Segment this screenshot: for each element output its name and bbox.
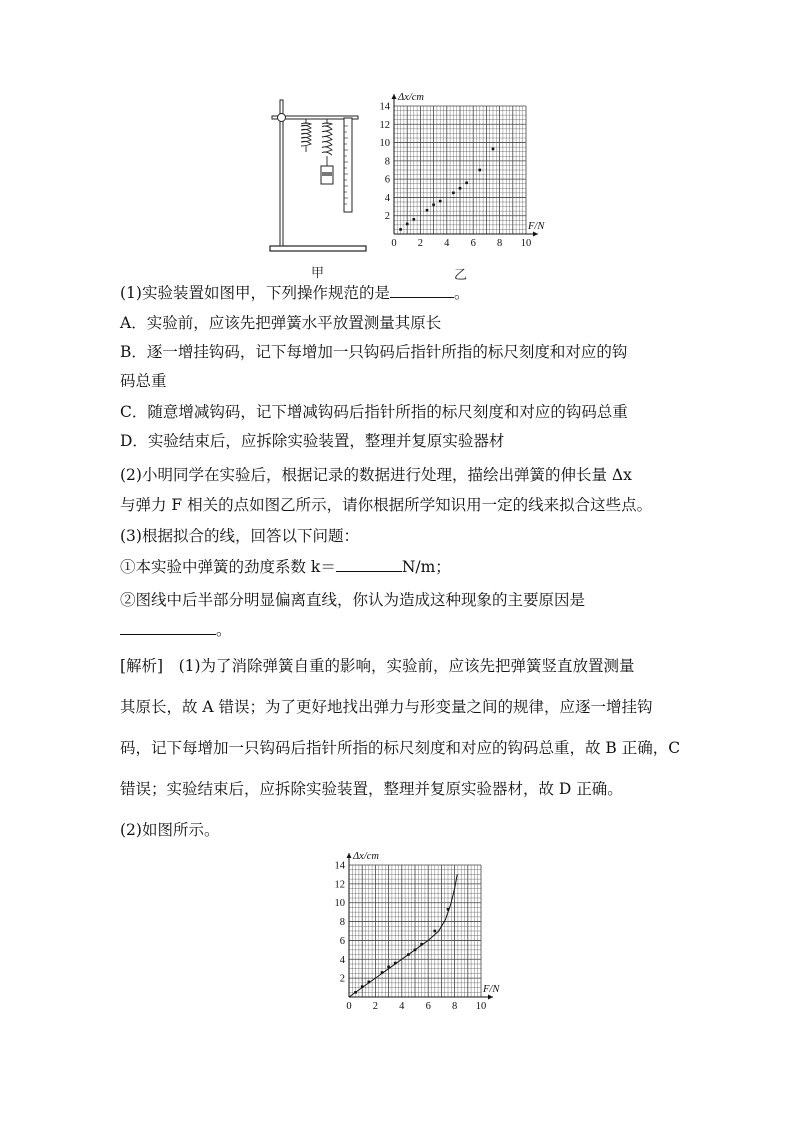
x-tick-label: 2 <box>372 1001 379 1012</box>
y-tick-label: 2 <box>339 973 345 985</box>
caption-yi: 乙 <box>454 268 468 283</box>
analysis-line3: 码，记下每增加一只钩码后指针所指的标尺刻度和对应的钩码总重，故 B 正确，C <box>120 739 681 757</box>
question-3b-line2 <box>120 619 680 641</box>
q3a-unit: N/m； <box>401 558 451 576</box>
x-tick-label: 8 <box>496 238 503 249</box>
data-point <box>459 187 462 190</box>
x-tick-label: 6 <box>470 238 476 249</box>
question-3b-line1: ②图线中后半部分明显偏离直线，你认为造成这种现象的主要原因是 <box>120 591 586 609</box>
data-point <box>434 930 437 933</box>
y-axis-arrow <box>347 853 352 858</box>
option-a: A．实验前，应该先把弹簧水平放置测量其原长 <box>120 314 442 332</box>
y-axis-label: Δx/cm <box>353 851 379 862</box>
x-axis-label: F/N <box>483 984 500 995</box>
question-3a <box>120 556 680 578</box>
y-tick-label: 10 <box>379 138 390 150</box>
data-point <box>432 203 435 206</box>
clamp-knob <box>278 114 286 122</box>
x-tick-label: 6 <box>425 1001 431 1012</box>
y-tick-label: 4 <box>384 192 390 204</box>
x-axis-arrow <box>533 232 538 237</box>
question-1 <box>120 282 680 304</box>
data-point <box>452 192 455 195</box>
y-tick-label: 6 <box>384 174 390 186</box>
answer-blank-k[interactable] <box>336 557 402 572</box>
scatter-graph-yi <box>372 92 545 254</box>
data-point <box>426 209 429 212</box>
y-tick-label: 8 <box>384 156 390 168</box>
y-tick-label: 2 <box>384 211 390 223</box>
y-axis-label: Δx/cm <box>398 92 424 103</box>
stand-base <box>270 246 366 251</box>
option-b-line1: B．逐一增挂钩码，记下每增加一只钩码后指针所指的标尺刻度和对应的钩 <box>120 343 628 361</box>
x-tick-label: 4 <box>399 1001 405 1012</box>
data-point <box>479 169 482 172</box>
analysis-line2: 其原长，故 A 错误；为了更好地找出弹力与形变量之间的规律，应逐一增挂钩 <box>120 698 653 716</box>
question-2-line1: (2)小明同学在实验后，根据记录的数据进行处理，描绘出弹簧的伸长量 Δx <box>120 466 632 484</box>
fitted-graph <box>325 852 505 1017</box>
y-tick-label: 12 <box>379 119 390 131</box>
answer-blank-1[interactable] <box>390 283 454 298</box>
q3a-text: ①本实验中弹簧的劲度系数 k＝ <box>120 558 336 576</box>
data-point <box>465 182 468 185</box>
data-point <box>439 200 442 203</box>
y-tick-label: 14 <box>379 101 390 113</box>
data-point <box>406 223 409 226</box>
spring-right <box>322 119 332 166</box>
spring-apparatus-figure <box>268 96 370 256</box>
y-tick-label: 6 <box>339 935 345 947</box>
analysis-line5: (2)如图所示。 <box>120 821 220 839</box>
option-c: C．随意增减钩码，记下增减钩码后指针所指的标尺刻度和对应的钩码总重 <box>120 403 628 421</box>
data-point <box>399 228 402 231</box>
q1-text: (1)实验装置如图甲，下列操作规范的是 <box>120 284 390 302</box>
analysis-line1: [解析] (1)为了消除弹簧自重的影响，实验前，应该先把弹簧竖直放置测量 <box>120 657 635 675</box>
x-tick-label: 2 <box>417 238 424 249</box>
y-tick-label: 12 <box>334 879 345 891</box>
y-tick-label: 10 <box>334 898 345 910</box>
analysis-line4: 错误；实验结束后，应拆除实验装置，整理并复原实验器材，故 D 正确。 <box>120 780 623 798</box>
question-3: (3)根据拟合的线，回答以下问题： <box>120 527 359 545</box>
spring-left <box>301 119 311 152</box>
q1-end: 。 <box>453 284 470 302</box>
q3b-end: 。 <box>216 621 232 639</box>
option-b-line2: 码总重 <box>120 372 167 390</box>
x-axis-arrow <box>488 995 493 1000</box>
y-axis-arrow <box>392 94 397 99</box>
x-tick-label: 10 <box>520 238 532 249</box>
x-tick-label: 4 <box>444 238 450 249</box>
x-tick-label: 0 <box>391 238 397 249</box>
y-tick-label: 14 <box>334 860 345 872</box>
x-axis-label: F/N <box>528 221 545 232</box>
answer-blank-reason[interactable] <box>120 620 216 635</box>
x-tick-label: 8 <box>451 1001 458 1012</box>
caption-jia: 甲 <box>311 266 325 281</box>
x-tick-label: 0 <box>346 1001 352 1012</box>
question-2-line2: 与弹力 F 相关的点如图乙所示，请你根据所学知识用一定的线来拟合这些点。 <box>120 496 653 514</box>
data-point <box>413 218 416 221</box>
y-tick-label: 8 <box>339 917 345 929</box>
option-d: D．实验结束后，应拆除实验装置，整理并复原实验器材 <box>120 432 505 450</box>
x-tick-label: 10 <box>475 1001 487 1012</box>
y-tick-label: 4 <box>339 954 345 966</box>
data-point <box>492 148 495 151</box>
